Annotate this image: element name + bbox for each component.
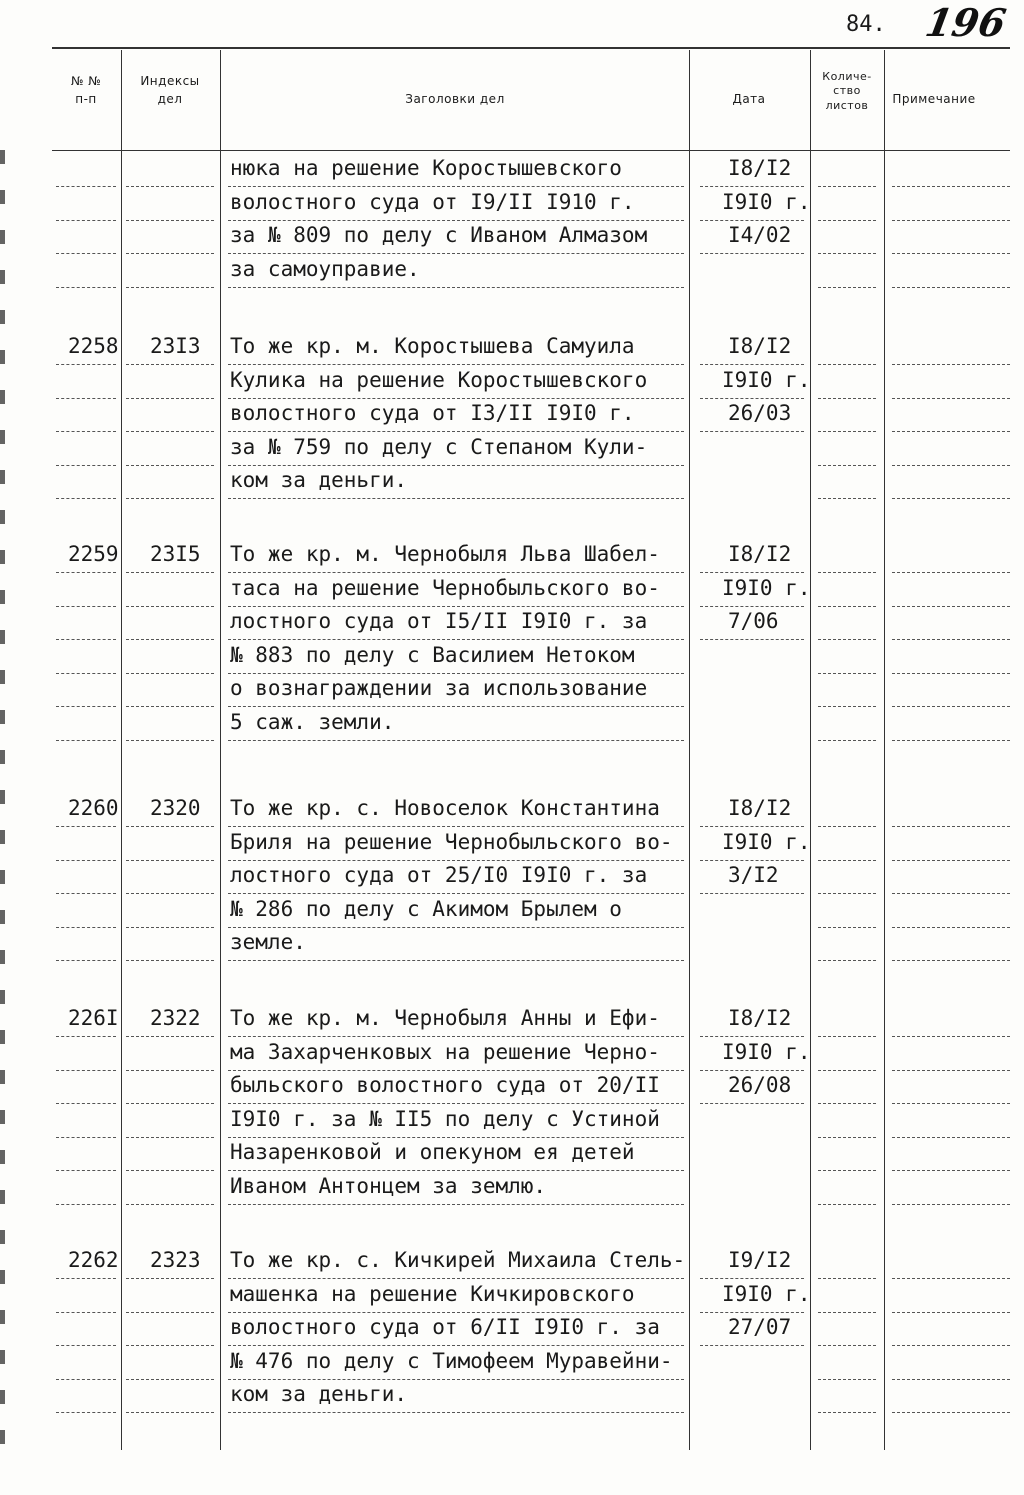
entry-date: 27/07 [728, 1315, 792, 1339]
row-rule [56, 364, 116, 365]
row-rule [228, 1379, 684, 1380]
row-rule [818, 1379, 876, 1380]
row-rule [818, 960, 876, 961]
row-rule [126, 431, 214, 432]
entry-title-line: ком за деньги. [230, 1382, 408, 1406]
row-rule [126, 1412, 214, 1413]
row-rule [56, 1412, 116, 1413]
entry-title-line: лостного суда от 25/I0 I9I0 г. за [230, 863, 648, 887]
row-rule [892, 253, 1010, 254]
row-rule [892, 1412, 1010, 1413]
column-divider [689, 50, 690, 1450]
entry-number: 2259 [68, 542, 119, 566]
row-rule [818, 639, 876, 640]
row-rule [892, 826, 1010, 827]
entry-title-line: То же кр. с. Кичкирей Михаила Стель- [230, 1248, 686, 1272]
entry-title-line: Назаренковой и опекуном ея детей [230, 1140, 635, 1164]
row-rule [228, 1070, 684, 1071]
row-rule [892, 431, 1010, 432]
row-rule [818, 1070, 876, 1071]
row-rule [126, 1070, 214, 1071]
row-rule [228, 1278, 684, 1279]
row-rule [126, 1204, 214, 1205]
row-rule [228, 220, 684, 221]
row-rule [228, 826, 684, 827]
entry-title-line: за самоуправие. [230, 256, 420, 281]
row-rule [228, 498, 684, 499]
row-rule [228, 253, 684, 254]
row-rule [892, 1278, 1010, 1279]
row-rule [892, 398, 1010, 399]
row-rule [56, 572, 116, 573]
row-rule [126, 572, 214, 573]
row-rule [126, 1170, 214, 1171]
row-rule [56, 1170, 116, 1171]
row-rule [126, 186, 214, 187]
row-rule [56, 398, 116, 399]
row-rule [228, 1137, 684, 1138]
row-rule [818, 431, 876, 432]
row-rule [818, 364, 876, 365]
entry-index: 2322 [150, 1006, 201, 1030]
row-rule [228, 606, 684, 607]
row-rule [56, 639, 116, 640]
row-rule [892, 465, 1010, 466]
header-sheet-count: Количе- ство листов [822, 70, 872, 112]
row-rule [818, 1312, 876, 1313]
entry-date: 26/03 [728, 401, 792, 425]
row-rule [818, 498, 876, 499]
row-rule [56, 431, 116, 432]
row-rule [228, 740, 684, 741]
row-rule [228, 927, 684, 928]
row-rule [126, 860, 214, 861]
row-rule [56, 1204, 116, 1205]
row-rule [126, 287, 214, 288]
row-rule [56, 1137, 116, 1138]
entry-date: 7/06 [728, 609, 779, 633]
row-rule [892, 1036, 1010, 1037]
row-rule [818, 465, 876, 466]
entry-title-line: То же кр. м. Чернобыля Льва Шабел- [230, 542, 660, 566]
entry-title-line: ком за деньги. [230, 468, 408, 492]
row-rule [818, 673, 876, 674]
entry-index: 2323 [150, 1248, 201, 1272]
row-rule [126, 673, 214, 674]
entry-title-line: земле. [230, 930, 306, 954]
row-rule [56, 498, 116, 499]
entry-title-line: о вознаграждении за использование [230, 676, 648, 700]
row-rule [228, 860, 684, 861]
row-rule [56, 1379, 116, 1380]
entry-title-line: Бриля на решение Чернобыльского во- [230, 829, 673, 854]
row-rule [700, 364, 804, 365]
row-rule [892, 960, 1010, 961]
row-rule [892, 606, 1010, 607]
row-rule [818, 220, 876, 221]
row-rule [892, 740, 1010, 741]
row-rule [126, 826, 214, 827]
row-rule [126, 893, 214, 894]
row-rule [818, 1036, 876, 1037]
row-rule [818, 826, 876, 827]
row-rule [56, 220, 116, 221]
entry-date: I9I0 г. [722, 829, 811, 854]
row-rule [126, 1103, 214, 1104]
entry-title-line: быльского волостного суда от 20/II [230, 1073, 660, 1097]
row-rule [56, 287, 116, 288]
entry-title-line: Иваном Антонцем за землю. [230, 1173, 547, 1198]
row-rule [892, 1345, 1010, 1346]
row-rule [892, 498, 1010, 499]
row-rule [700, 431, 804, 432]
entry-date: I8/I2 [728, 334, 792, 358]
row-rule [56, 960, 116, 961]
row-rule [228, 1345, 684, 1346]
row-rule [228, 465, 684, 466]
entry-date: I9I0 г. [722, 1039, 811, 1064]
row-rule [56, 740, 116, 741]
row-rule [892, 1312, 1010, 1313]
row-rule [228, 364, 684, 365]
column-divider [121, 50, 122, 1450]
row-rule [892, 572, 1010, 573]
row-rule [56, 826, 116, 827]
handwritten-folio-number: 196 [922, 0, 1010, 45]
row-rule [818, 253, 876, 254]
entry-index: 23I5 [150, 542, 201, 566]
row-rule [892, 893, 1010, 894]
row-rule [818, 706, 876, 707]
row-rule [892, 287, 1010, 288]
row-rule [818, 1412, 876, 1413]
entry-number: 2258 [68, 334, 119, 358]
row-rule [228, 431, 684, 432]
header-title: Заголовки дел [405, 92, 505, 106]
row-rule [700, 1070, 804, 1071]
page-number: 84. [846, 12, 886, 37]
row-rule [228, 572, 684, 573]
row-rule [56, 186, 116, 187]
row-rule [818, 927, 876, 928]
entry-date: I9I0 г. [722, 367, 811, 392]
row-rule [228, 1036, 684, 1037]
entry-title-line: ма Захарченковых на решение Черно- [230, 1039, 660, 1064]
row-rule [892, 673, 1010, 674]
row-rule [892, 1204, 1010, 1205]
row-rule [126, 398, 214, 399]
entry-date: I8/I2 [728, 796, 792, 820]
row-rule [700, 639, 804, 640]
row-rule [228, 673, 684, 674]
row-rule [818, 186, 876, 187]
row-rule [818, 1204, 876, 1205]
entry-title-line: волостного суда от I3/II I9I0 г. [230, 401, 635, 425]
row-rule [700, 220, 804, 221]
row-rule [818, 893, 876, 894]
header-note: Примечание [892, 92, 976, 106]
row-rule [126, 364, 214, 365]
row-rule [700, 606, 804, 607]
entry-title-line: № 286 по делу с Акимом Брылем о [230, 896, 622, 921]
entry-title-line: 5 саж. земли. [230, 709, 395, 734]
row-rule [818, 860, 876, 861]
header-top-rule [52, 47, 1010, 49]
row-rule [228, 1312, 684, 1313]
entry-date: I9I0 г. [722, 1281, 811, 1306]
row-rule [228, 893, 684, 894]
row-rule [56, 253, 116, 254]
entry-date: I8/I2 [728, 156, 792, 180]
entry-date: I4/02 [728, 223, 792, 247]
row-rule [56, 673, 116, 674]
row-rule [228, 1170, 684, 1171]
entry-number: 2260 [68, 796, 119, 820]
row-rule [126, 1137, 214, 1138]
entry-date: 3/I2 [728, 863, 779, 887]
scan-edge-shadow [0, 150, 5, 1450]
entry-title-line: волостного суда от I9/II I910 г. [230, 189, 635, 214]
row-rule [126, 639, 214, 640]
header-bottom-rule [52, 150, 1010, 151]
row-rule [892, 706, 1010, 707]
row-rule [228, 639, 684, 640]
row-rule [126, 1345, 214, 1346]
row-rule [228, 1103, 684, 1104]
column-divider [810, 50, 811, 1450]
row-rule [56, 1036, 116, 1037]
row-rule [818, 740, 876, 741]
row-rule [228, 287, 684, 288]
row-rule [700, 1103, 804, 1104]
column-divider [884, 50, 885, 1450]
entry-title-line: № 476 по делу с Тимофеем Муравейни- [230, 1348, 673, 1373]
row-rule [818, 1345, 876, 1346]
row-rule [818, 1278, 876, 1279]
entry-title-line: То же кр. м. Коростышева Самуила [230, 334, 635, 358]
row-rule [228, 1412, 684, 1413]
row-rule [818, 287, 876, 288]
row-rule [56, 1278, 116, 1279]
row-rule [892, 860, 1010, 861]
row-rule [56, 1070, 116, 1071]
row-rule [892, 927, 1010, 928]
row-rule [126, 960, 214, 961]
row-rule [892, 1103, 1010, 1104]
row-rule [56, 706, 116, 707]
entry-date: I9/I2 [728, 1248, 792, 1272]
row-rule [56, 465, 116, 466]
row-rule [126, 1379, 214, 1380]
row-rule [892, 1379, 1010, 1380]
row-rule [700, 572, 804, 573]
header-index: Индексы дел [140, 74, 200, 106]
entry-title-line: таса на решение Чернобыльского во- [230, 575, 660, 600]
row-rule [892, 220, 1010, 221]
row-rule [228, 960, 684, 961]
entry-date: 26/08 [728, 1073, 792, 1097]
column-divider [220, 50, 221, 1450]
row-rule [126, 606, 214, 607]
row-rule [56, 1103, 116, 1104]
row-rule [126, 1312, 214, 1313]
row-rule [818, 1170, 876, 1171]
row-rule [126, 498, 214, 499]
row-rule [56, 927, 116, 928]
row-rule [126, 1278, 214, 1279]
entry-title-line: за № 759 по делу с Степаном Кули- [230, 434, 648, 459]
row-rule [700, 398, 804, 399]
row-rule [700, 1345, 804, 1346]
row-rule [892, 1170, 1010, 1171]
entry-index: 2320 [150, 796, 201, 820]
entry-title-line: То же кр. с. Новоселок Константина [230, 796, 660, 820]
entry-number: 2262 [68, 1248, 119, 1272]
row-rule [56, 860, 116, 861]
entry-title-line: за № 809 по делу с Иваном Алмазом [230, 223, 648, 247]
row-rule [700, 860, 804, 861]
entry-title-line: № 883 по делу с Василием Нетоком [230, 642, 635, 667]
row-rule [700, 186, 804, 187]
row-rule [700, 1278, 804, 1279]
entry-date: I9I0 г. [722, 189, 811, 214]
row-rule [700, 826, 804, 827]
entry-date: I8/I2 [728, 1006, 792, 1030]
row-rule [228, 398, 684, 399]
header-num: № № п-п [70, 74, 102, 106]
row-rule [818, 398, 876, 399]
row-rule [228, 186, 684, 187]
row-rule [56, 893, 116, 894]
entry-title-line: I9I0 г. за № II5 по делу с Устиной [230, 1106, 660, 1131]
row-rule [700, 1036, 804, 1037]
header-date: Дата [732, 92, 766, 106]
entry-title-line: Кулика на решение Коростышевского [230, 367, 648, 392]
row-rule [818, 1103, 876, 1104]
entry-title-line: лостного суда от I5/II I9I0 г. за [230, 609, 648, 633]
entry-index: 23I3 [150, 334, 201, 358]
row-rule [126, 740, 214, 741]
row-rule [892, 1137, 1010, 1138]
row-rule [126, 1036, 214, 1037]
row-rule [818, 572, 876, 573]
row-rule [892, 186, 1010, 187]
row-rule [228, 1204, 684, 1205]
entry-title-line: нюка на решение Коростышевского [230, 156, 622, 180]
row-rule [892, 1070, 1010, 1071]
entry-title-line: То же кр. м. Чернобыля Анны и Ефи- [230, 1006, 660, 1030]
entry-date: I8/I2 [728, 542, 792, 566]
row-rule [818, 606, 876, 607]
row-rule [700, 1312, 804, 1313]
row-rule [700, 893, 804, 894]
row-rule [892, 639, 1010, 640]
row-rule [892, 364, 1010, 365]
row-rule [56, 606, 116, 607]
entry-title-line: волостного суда от 6/II I9I0 г. за [230, 1315, 660, 1339]
row-rule [126, 253, 214, 254]
row-rule [228, 706, 684, 707]
row-rule [700, 253, 804, 254]
row-rule [818, 1137, 876, 1138]
entry-number: 226I [68, 1006, 119, 1030]
entry-title-line: машенка на решение Кичкировского [230, 1281, 635, 1306]
row-rule [56, 1312, 116, 1313]
row-rule [56, 1345, 116, 1346]
row-rule [126, 465, 214, 466]
row-rule [126, 220, 214, 221]
entry-date: I9I0 г. [722, 575, 811, 600]
row-rule [126, 706, 214, 707]
row-rule [126, 927, 214, 928]
